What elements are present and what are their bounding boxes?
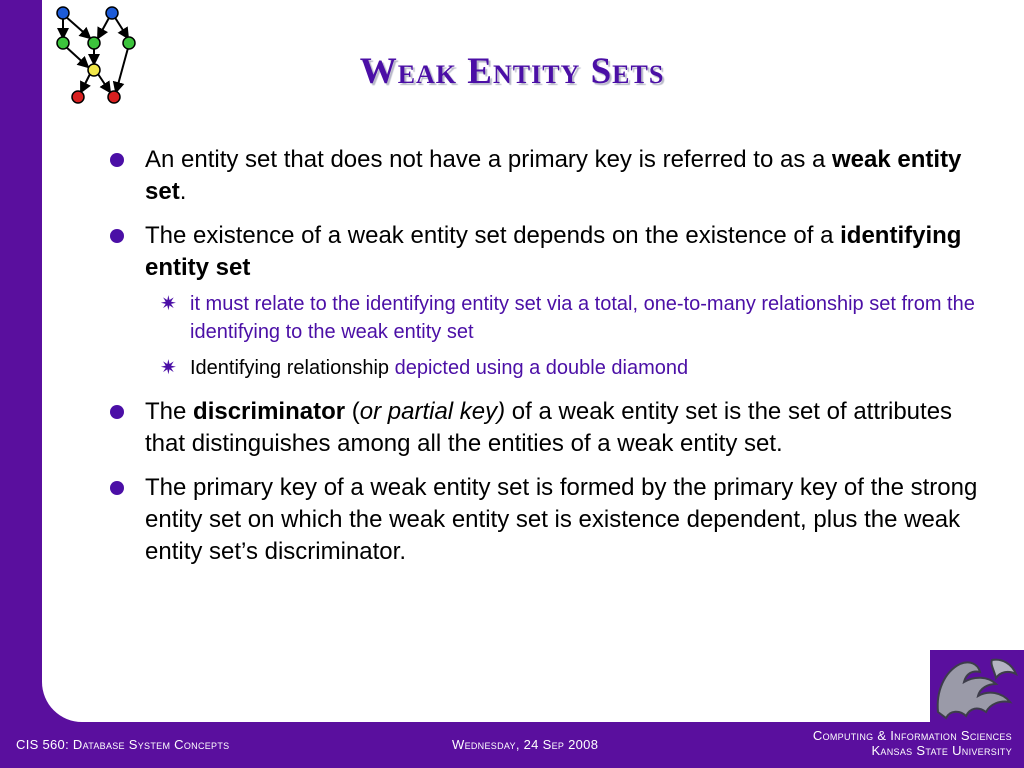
sub-bullet-item — [108, 354, 978, 382]
footer-department — [813, 728, 1012, 758]
bullet-dot-icon — [110, 405, 124, 419]
slide-content — [108, 144, 978, 580]
bullet-item — [108, 396, 978, 460]
bullet-item — [108, 220, 978, 284]
bullet-text: An entity set that does not have a primary key is referred to as a weak entity set. — [145, 146, 962, 205]
bullet-text: The discriminator (or partial key) of a weak entity set is the set of attributes that distinguishes among all the entities of a weak entity set. — [145, 398, 953, 457]
bullet-dot-icon — [110, 153, 124, 167]
sub-bullet-text: Identifying relationship depicted using a double diamond — [190, 357, 689, 379]
bullet-dot-icon — [110, 481, 124, 495]
footer-date: Wednesday, 24 Sep 2008 — [452, 737, 599, 752]
footer-course: CIS 560: Database System Concepts — [16, 737, 230, 752]
bullet-text: The primary key of a weak entity set is formed by the primary key of the strong entity set on which the weak entity set is existence dependent, plus the weak entity set’s discriminator. — [145, 474, 978, 565]
bullet-item — [108, 472, 978, 568]
graph-network-icon — [48, 4, 144, 106]
asterisk-bullet-icon: ✷ — [160, 293, 177, 315]
sub-bullet-item — [108, 290, 978, 346]
slide-title: Weak Entity Sets — [359, 51, 665, 92]
bullet-item — [108, 144, 978, 208]
footer-dept-line1: Computing & Information Sciences — [812, 728, 1012, 743]
bullet-dot-icon — [110, 229, 124, 243]
sub-bullet-text: it must relate to the identifying entity set via a total, one-to-many relationship set from the identifying to the weak entity set — [190, 293, 975, 343]
asterisk-bullet-icon: ✷ — [160, 357, 177, 379]
powercat-logo-icon — [930, 650, 1024, 724]
bullet-text: The existence of a weak entity set depends on the existence of a identifying entity set — [145, 222, 962, 281]
footer-dept-line2: Kansas State University — [871, 743, 1012, 758]
